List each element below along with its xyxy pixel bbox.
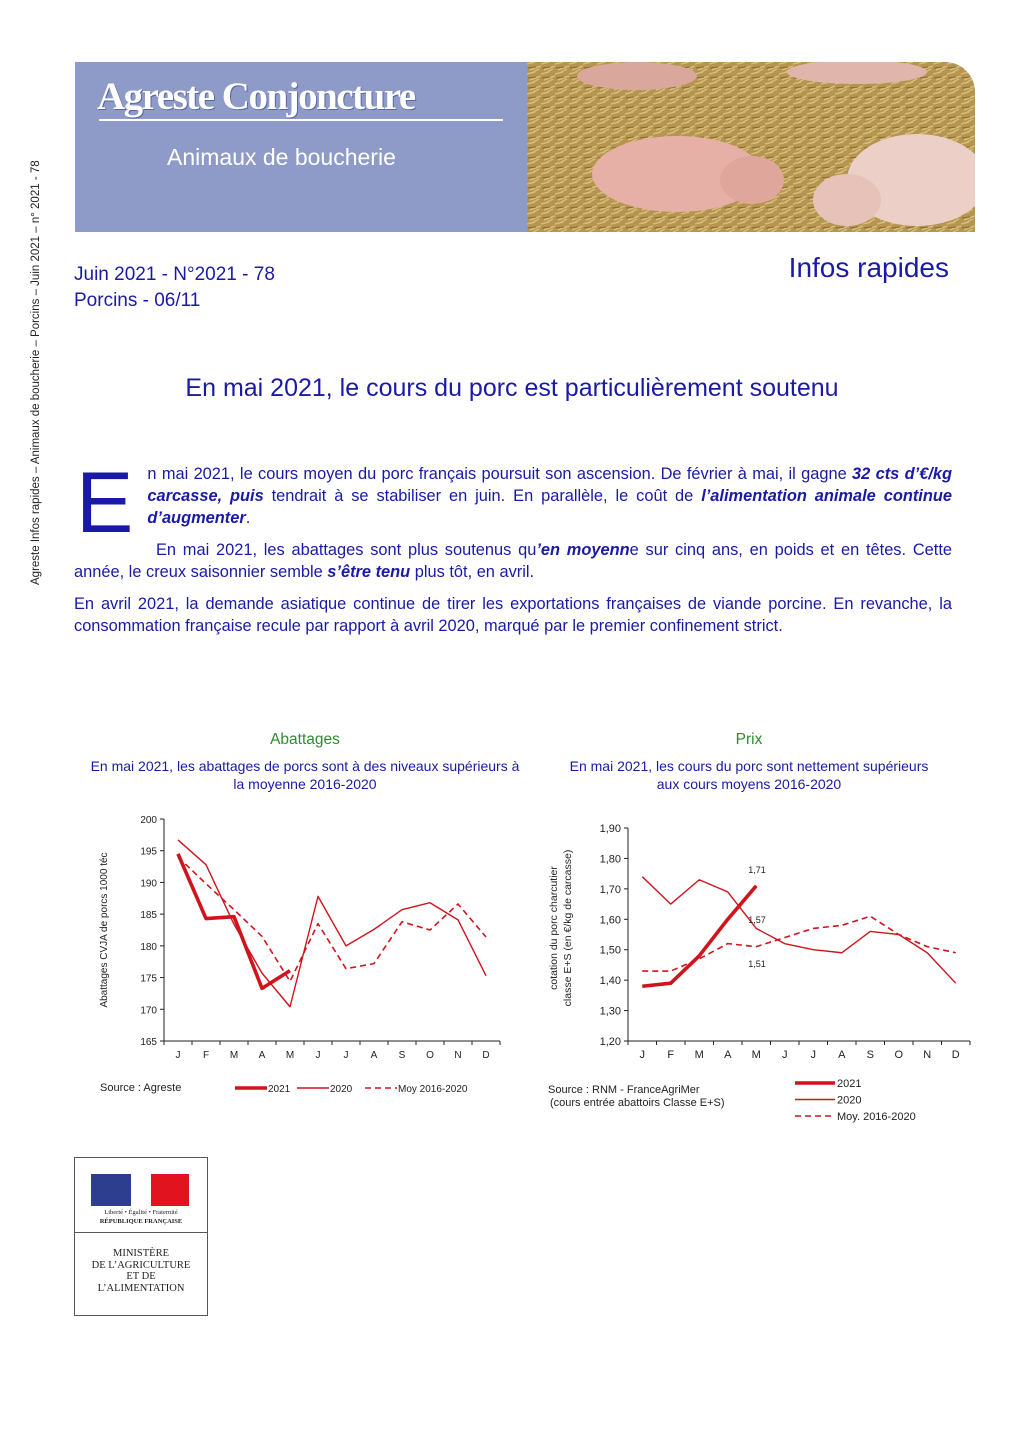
issue-info: [74, 262, 275, 314]
drop-cap: E: [76, 455, 134, 551]
republic-motto: [83, 1208, 199, 1226]
p2-text-c: e sur cinq ans, en poids et en têtes. Cette année, le creux saisonnier semble: [74, 541, 952, 581]
y-tick-label: 1,70: [599, 883, 621, 896]
p2-text-e: plus tôt, en avril.: [410, 563, 535, 581]
y-tick-label: 170: [140, 1005, 157, 1017]
issue-number: Juin 2021 - N°2021 - 78: [74, 264, 275, 285]
p1-emphasis-b: 32 cts d’€/kg carcasse, puis: [147, 465, 952, 505]
legend-label: 2021: [268, 1084, 291, 1095]
y-tick-label: 1,90: [599, 823, 621, 835]
pigs-photo: [527, 62, 975, 232]
x-tick-label: A: [370, 1050, 378, 1061]
y-tick-label: 195: [140, 846, 157, 858]
chart-prix-title: En mai 2021, les cours du porc sont nettement supérieurs aux cours moyens 2016-2020: [569, 758, 929, 792]
y-axis-label-line2: classe E+S (en €/kg de carcasse): [562, 849, 574, 1007]
motto-text: Liberté • Égalité • Fraternité: [104, 1209, 178, 1216]
y-tick-label: 1,80: [599, 853, 621, 866]
paragraph-2: [74, 539, 952, 583]
chart-prix-heading: Prix: [735, 731, 763, 748]
legend-label: Moy. 2016-2020: [837, 1111, 916, 1123]
series-line-moy-2016-2020: [642, 916, 956, 971]
banner-title-panel: [75, 62, 527, 232]
ministry-line-4: L’ALIMENTATION: [97, 1282, 185, 1294]
y-tick-label: 1,30: [599, 1005, 621, 1018]
x-tick-label: D: [482, 1050, 490, 1061]
x-tick-label: A: [258, 1050, 266, 1061]
header-banner: [75, 62, 975, 232]
y-tick-label: 185: [140, 910, 157, 922]
p1-text-c: tendrait à se stabiliser en juin. En parallèle, le coût de: [263, 487, 702, 505]
paragraph-1: [74, 463, 952, 529]
x-tick-label: F: [667, 1049, 675, 1061]
series-line-2021: [642, 886, 756, 986]
y-tick-label: 1,50: [599, 944, 621, 957]
x-tick-label: M: [229, 1050, 239, 1061]
legend-label: 2020: [330, 1084, 353, 1095]
ministry-line-3: ET DE: [126, 1271, 156, 1282]
banner-subtitle: Animaux de boucherie: [167, 144, 396, 170]
legend-label: 2020: [837, 1094, 862, 1107]
y-tick-label: 165: [140, 1037, 157, 1048]
x-tick-label: J: [782, 1049, 788, 1061]
y-tick-label: 1,60: [599, 914, 621, 927]
data-label: 1,71: [748, 865, 766, 875]
series-label: Infos rapides: [788, 252, 949, 283]
marianne-red-field: [151, 1174, 189, 1206]
x-tick-label: A: [838, 1049, 846, 1061]
y-tick-label: 180: [140, 941, 157, 953]
y-tick-label: 200: [140, 815, 157, 826]
logo-divider: [75, 1232, 207, 1233]
y-axis-label-line1: cotation du porc charcutier: [548, 866, 560, 990]
ministry-line-2: DE L’AGRICULTURE: [91, 1259, 191, 1271]
side-running-title: Agreste Infos rapides – Animaux de boucherie – Porcins – Juin 2021 – n° 2021 - 78: [30, 160, 42, 585]
issue-category: Porcins - 06/11: [74, 290, 201, 311]
x-tick-label: S: [398, 1050, 406, 1061]
y-tick-label: 190: [140, 878, 157, 890]
series-line-moy-2016-2020: [178, 857, 486, 981]
x-tick-label: F: [202, 1050, 210, 1061]
marianne-white-field: [131, 1174, 151, 1206]
legend-label: Moy 2016-2020: [398, 1084, 468, 1095]
marianne-blue-field: [91, 1174, 131, 1206]
data-label: 1,57: [748, 915, 766, 925]
x-tick-label: O: [894, 1049, 904, 1061]
x-tick-label: J: [315, 1050, 321, 1061]
y-axis-label: Abattages CVJA de porcs 1000 téc: [99, 852, 110, 1008]
x-tick-label: S: [866, 1049, 874, 1061]
chart-prix-header: [568, 731, 930, 793]
p2-emphasis-b: ’en moyenn: [536, 541, 630, 559]
brand-logo-text: Agreste Conjoncture: [97, 75, 415, 118]
p2-text-a: En mai 2021, les abattages sont plus soutenus qu: [156, 541, 537, 559]
y-tick-label: 1,20: [599, 1036, 621, 1048]
x-tick-label: D: [951, 1049, 960, 1061]
y-tick-label: 175: [140, 973, 157, 985]
series-line-2020: [178, 840, 486, 1007]
paragraph-3: En avril 2021, la demande asiatique continue de tirer les exportations françaises de viande porcine. En revanche, la consommation française recule par rapport à avril 2020, marqué par le premier confinement strict.: [74, 595, 952, 635]
x-tick-label: O: [426, 1050, 434, 1061]
ministry-logo: [74, 1157, 208, 1316]
y-tick-label: 1,40: [599, 975, 621, 988]
x-tick-label: J: [639, 1049, 645, 1061]
ministry-line-1: MINISTÈRE: [113, 1248, 169, 1259]
x-tick-label: M: [285, 1050, 295, 1061]
chart-source-line2: (cours entrée abattoirs Classe E+S): [550, 1097, 725, 1109]
ministry-name: [77, 1248, 205, 1294]
article-body: [74, 455, 952, 647]
p1-emphasis-d: l’alimentation animale continue d’augmenter: [147, 487, 952, 527]
chart-source-line1: Source : RNM - FranceAgriMer: [548, 1084, 700, 1096]
x-tick-label: N: [923, 1049, 932, 1061]
x-tick-label: J: [810, 1049, 816, 1061]
p1-text-e: .: [245, 509, 251, 527]
x-tick-label: J: [175, 1050, 181, 1061]
chart-abattages: [90, 805, 520, 1135]
brand-underline: [99, 119, 503, 121]
republic-text: RÉPUBLIQUE FRANÇAISE: [99, 1218, 183, 1225]
chart-abattages-header: [90, 731, 520, 793]
chart-abattages-heading: Abattages: [270, 731, 340, 748]
x-tick-label: A: [724, 1049, 732, 1061]
legend-label: 2021: [837, 1078, 862, 1090]
chart-abattages-title: En mai 2021, les abattages de porcs sont à des niveaux supérieurs à la moyenne 2016-2020: [90, 758, 520, 792]
p2-emphasis-d: s’être tenu: [327, 563, 411, 581]
x-tick-label: M: [694, 1049, 704, 1061]
x-tick-label: N: [454, 1050, 462, 1061]
p1-text-a: n mai 2021, le cours moyen du porc français poursuit son ascension. De février à mai, il gagne: [147, 465, 853, 483]
chart-source: Source : Agreste: [100, 1082, 182, 1094]
chart-prix: [540, 815, 980, 1135]
data-label: 1,51: [748, 959, 766, 969]
x-tick-label: M: [751, 1049, 761, 1061]
x-tick-label: J: [343, 1050, 349, 1061]
page-headline: En mai 2021, le cours du porc est particulièrement soutenu: [185, 374, 839, 402]
